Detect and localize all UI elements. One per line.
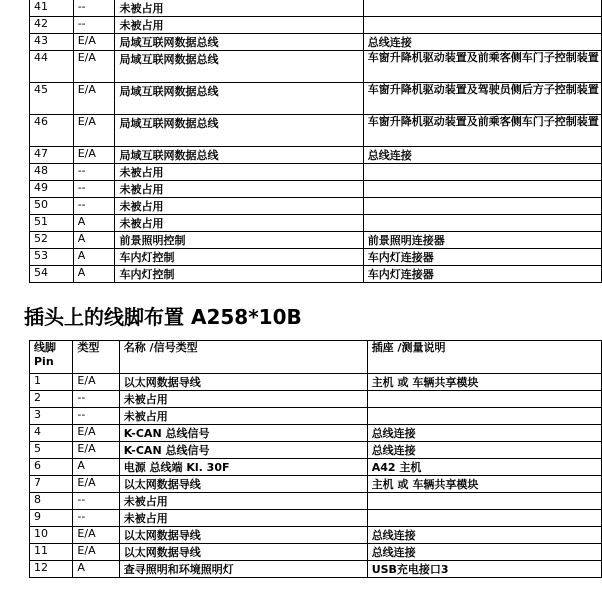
- desc-cell: [367, 391, 601, 408]
- pin-cell: 2: [30, 391, 73, 408]
- lower-pin-table-body: [30, 374, 602, 578]
- pin-cell: 9: [30, 510, 73, 527]
- pin-cell: 47: [30, 147, 74, 164]
- desc-cell: A42 主机: [367, 459, 601, 476]
- table-row: [30, 17, 602, 34]
- name-cell: 局域互联网数据总线: [115, 51, 363, 83]
- type-cell: --: [73, 0, 115, 17]
- pin-cell: 54: [30, 266, 74, 283]
- desc-cell: 总线连接: [363, 147, 601, 164]
- type-cell: A: [73, 459, 119, 476]
- header-desc: 插座 /测量说明: [367, 341, 601, 374]
- table-row: [30, 198, 602, 215]
- lower-pin-table-header: [30, 341, 602, 374]
- pin-cell: 45: [30, 83, 74, 115]
- desc-cell: [363, 215, 601, 232]
- desc-cell: [367, 510, 601, 527]
- name-cell: 未被占用: [119, 408, 367, 425]
- table-row: [30, 115, 602, 147]
- type-cell: E/A: [73, 544, 119, 561]
- type-cell: E/A: [73, 476, 119, 493]
- header-type: 类型: [73, 341, 119, 374]
- type-cell: A: [73, 215, 115, 232]
- name-cell: 车内灯控制: [115, 266, 363, 283]
- name-cell: 局域互联网数据总线: [115, 34, 363, 51]
- desc-cell: [367, 408, 601, 425]
- table-row: [30, 544, 602, 561]
- table-row: [30, 215, 602, 232]
- table-row: [30, 34, 602, 51]
- name-cell: 未被占用: [115, 17, 363, 34]
- type-cell: E/A: [73, 34, 115, 51]
- name-cell: 未被占用: [115, 198, 363, 215]
- pin-cell: 12: [30, 561, 73, 578]
- pin-cell: 5: [30, 442, 73, 459]
- table-row: [30, 147, 602, 164]
- name-cell: K-CAN 总线信号: [119, 442, 367, 459]
- name-cell: 前景照明控制: [115, 232, 363, 249]
- type-cell: --: [73, 510, 119, 527]
- type-cell: A: [73, 232, 115, 249]
- pin-cell: 10: [30, 527, 73, 544]
- type-cell: E/A: [73, 115, 115, 147]
- name-cell: 电源 总线端 Kl. 30F: [119, 459, 367, 476]
- type-cell: E/A: [73, 374, 119, 391]
- upper-pin-table-body: [30, 0, 602, 283]
- header-pin: 线脚 Pin: [30, 341, 73, 374]
- name-cell: 未被占用: [115, 215, 363, 232]
- pin-cell: 46: [30, 115, 74, 147]
- desc-cell: [363, 181, 601, 198]
- name-cell: 未被占用: [115, 181, 363, 198]
- type-cell: --: [73, 408, 119, 425]
- type-cell: E/A: [73, 425, 119, 442]
- pin-cell: 11: [30, 544, 73, 561]
- desc-cell: [363, 198, 601, 215]
- pin-cell: 41: [30, 0, 74, 17]
- desc-cell: [367, 493, 601, 510]
- desc-cell: 车窗升降机驱动装置及前乘客侧车门子控制装置: [363, 115, 601, 147]
- table-row: [30, 51, 602, 83]
- type-cell: --: [73, 181, 115, 198]
- name-cell: 未被占用: [119, 493, 367, 510]
- pin-cell: 8: [30, 493, 73, 510]
- type-cell: --: [73, 391, 119, 408]
- table-row: [30, 164, 602, 181]
- lower-pin-table: [29, 340, 602, 578]
- type-cell: E/A: [73, 527, 119, 544]
- header-name: 名称 /信号类型: [119, 341, 367, 374]
- name-cell: 未被占用: [119, 510, 367, 527]
- desc-cell: 前景照明连接器: [363, 232, 601, 249]
- table-row: [30, 425, 602, 442]
- type-cell: E/A: [73, 83, 115, 115]
- desc-cell: 总线连接: [367, 442, 601, 459]
- desc-cell: USB充电接口3: [367, 561, 601, 578]
- pin-cell: 42: [30, 17, 74, 34]
- desc-cell: 车窗升降机驱动装置及前乘客侧车门子控制装置: [363, 51, 601, 83]
- pin-cell: 7: [30, 476, 73, 493]
- pin-cell: 48: [30, 164, 74, 181]
- pin-cell: 44: [30, 51, 74, 83]
- table-row: [30, 408, 602, 425]
- pin-cell: 53: [30, 249, 74, 266]
- type-cell: --: [73, 493, 119, 510]
- desc-cell: 总线连接: [367, 425, 601, 442]
- section-title: 插头上的线脚布置 A258*10B: [24, 305, 302, 329]
- pin-cell: 43: [30, 34, 74, 51]
- pin-cell: 51: [30, 215, 74, 232]
- upper-pin-table: [29, 0, 602, 283]
- desc-cell: [363, 164, 601, 181]
- table-row: [30, 442, 602, 459]
- desc-cell: 主机 或 车辆共享模块: [367, 374, 601, 391]
- table-row: [30, 510, 602, 527]
- table-row: [30, 391, 602, 408]
- table-row: [30, 83, 602, 115]
- table-row: [30, 266, 602, 283]
- type-cell: A: [73, 249, 115, 266]
- type-cell: A: [73, 561, 119, 578]
- table-row: [30, 527, 602, 544]
- pin-cell: 3: [30, 408, 73, 425]
- desc-cell: [363, 17, 601, 34]
- table-row: [30, 476, 602, 493]
- name-cell: 局域互联网数据总线: [115, 147, 363, 164]
- type-cell: --: [73, 164, 115, 181]
- pin-cell: 49: [30, 181, 74, 198]
- table-row: [30, 459, 602, 476]
- name-cell: K-CAN 总线信号: [119, 425, 367, 442]
- type-cell: E/A: [73, 442, 119, 459]
- name-cell: 以太网数据导线: [119, 527, 367, 544]
- desc-cell: 总线连接: [363, 34, 601, 51]
- name-cell: 未被占用: [115, 0, 363, 17]
- type-cell: --: [73, 198, 115, 215]
- type-cell: --: [73, 17, 115, 34]
- table-row: [30, 0, 602, 17]
- name-cell: 查寻照明和环境照明灯: [119, 561, 367, 578]
- desc-cell: 总线连接: [367, 527, 601, 544]
- desc-cell: 车窗升降机驱动装置及驾驶员侧后方子控制装置: [363, 83, 601, 115]
- name-cell: 未被占用: [115, 164, 363, 181]
- table-row: [30, 249, 602, 266]
- pin-cell: 4: [30, 425, 73, 442]
- type-cell: A: [73, 266, 115, 283]
- name-cell: 以太网数据导线: [119, 374, 367, 391]
- table-row: [30, 232, 602, 249]
- table-row: [30, 374, 602, 391]
- table-row: [30, 493, 602, 510]
- name-cell: 以太网数据导线: [119, 544, 367, 561]
- desc-cell: 车内灯连接器: [363, 249, 601, 266]
- desc-cell: [363, 0, 601, 17]
- desc-cell: 主机 或 车辆共享模块: [367, 476, 601, 493]
- name-cell: 以太网数据导线: [119, 476, 367, 493]
- name-cell: 局域互联网数据总线: [115, 83, 363, 115]
- pin-cell: 6: [30, 459, 73, 476]
- name-cell: 车内灯控制: [115, 249, 363, 266]
- type-cell: E/A: [73, 51, 115, 83]
- type-cell: E/A: [73, 147, 115, 164]
- name-cell: 局域互联网数据总线: [115, 115, 363, 147]
- desc-cell: 车内灯连接器: [363, 266, 601, 283]
- table-row: [30, 181, 602, 198]
- desc-cell: 总线连接: [367, 544, 601, 561]
- name-cell: 未被占用: [119, 391, 367, 408]
- pin-cell: 1: [30, 374, 73, 391]
- table-row: [30, 561, 602, 578]
- pin-cell: 50: [30, 198, 74, 215]
- pin-cell: 52: [30, 232, 74, 249]
